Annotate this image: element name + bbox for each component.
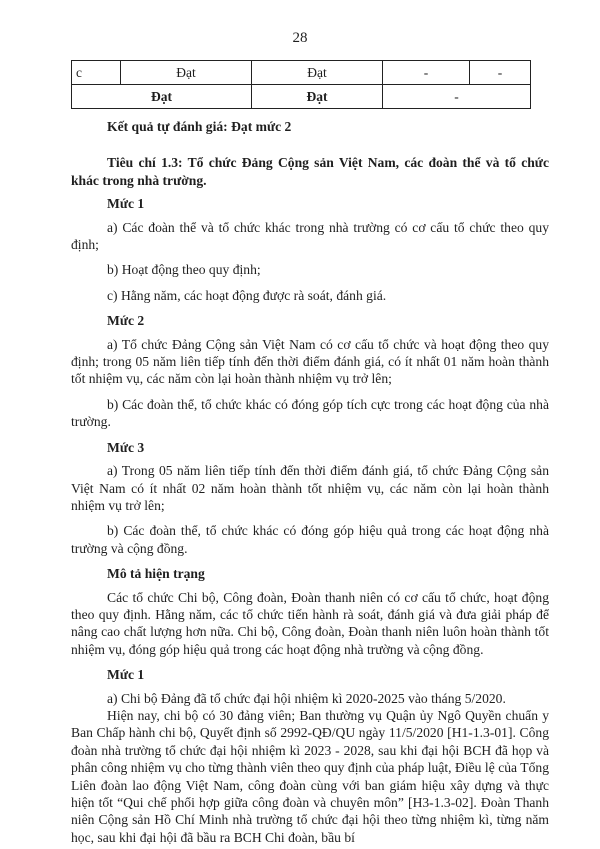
level-3-heading: Mức 3	[107, 439, 145, 455]
level-1-item: c) Hằng năm, các hoạt động được rà soát, đánh giá.	[107, 287, 387, 303]
level-2-heading: Mức 2	[107, 313, 145, 329]
level-3-item: b) Các đoàn thể, tổ chức khác có đóng góp hiệu quả trong các hoạt động nhà trường và cộng đồng.	[71, 523, 549, 556]
table-cell: Đạt	[252, 85, 383, 109]
status-level-1-paragraph: Hiện nay, chi bộ có 30 đảng viên; Ban thường vụ Quận ủy Ngô Quyền chuẩn y Ban Chấp hành chi bộ, Quyết định số 2992-QĐ/QU ngày 11/5/2020 [H1-1.3-01]. Công đoàn nhà trường tổ chức đại hội nhiệm kì 2023 - 2028, sau khi đại hội BCH đã họp và phân công nhiệm vụ cho từng thành viên theo quy định của pháp luật, Điều lệ của Tổng Liên đoàn lao động Việt Nam, công đoàn cùng với ban giám hiệu xây dựng và thực hiện tốt “Qui chế phối hợp giữa công đoàn và chuyên môn” [H3-1.3-02]. Đoàn Thanh niên Cộng sản Hồ Chí Minh nhà trường tổ chức đại hội theo từng nhiệm kì, từng năm học, sau khi đại hội đã bầu ra BCH Chi đoàn, bầu bí	[71, 707, 549, 845]
criterion-title: Tiêu chí 1.3: Tổ chức Đảng Cộng sản Việt Nam, các đoàn thể và tổ chức khác trong nhà trường.	[71, 155, 549, 188]
status-description: Các tổ chức Chi bộ, Công đoàn, Đoàn thanh niên có cơ cấu tổ chức, hoạt động theo quy định. Hằng năm, các tổ chức tiến hành rà soát, đánh giá và đưa giải pháp để nâng cao chất lượng hơn nữa. Chi bộ, Công đoàn, Đoàn thanh niên luôn hoàn thành tốt nhiệm vụ, đóng góp hiệu quả trong các hoạt động nhà trường và cộng đồng.	[71, 589, 549, 657]
table-cell: Đạt	[72, 85, 252, 109]
self-assessment-result: Kết quả tự đánh giá: Đạt mức 2	[107, 119, 292, 134]
evaluation-table	[71, 60, 531, 109]
table-cell: c	[72, 61, 121, 85]
page-number: 28	[292, 30, 308, 46]
level-2-item: b) Các đoàn thể, tổ chức khác có đóng góp tích cực trong các hoạt động của nhà trường.	[71, 396, 549, 430]
status-level-1-item: a) Chi bộ Đảng đã tổ chức đại hội nhiệm kì 2020-2025 vào tháng 5/2020.	[107, 690, 506, 706]
table-cell: Đạt	[121, 61, 252, 85]
table-row	[72, 61, 531, 85]
table-cell: -	[383, 61, 470, 85]
document-body	[71, 118, 549, 846]
status-heading: Mô tả hiện trạng	[107, 566, 205, 582]
level-1-item: a) Các đoàn thể và tổ chức khác trong nhà trường có cơ cấu tổ chức theo quy định;	[71, 219, 549, 253]
level-2-item: a) Tổ chức Đảng Cộng sản Việt Nam có cơ cấu tổ chức và hoạt động theo quy định; trong 05 năm liên tiếp tính đến thời điểm đánh giá, có ít nhất 01 năm hoàn thành tốt nhiệm vụ, các năm còn lại hoàn thành nhiệm vụ trở lên;	[71, 336, 549, 387]
table-row	[72, 85, 531, 109]
table-cell: Đạt	[252, 61, 383, 85]
status-level-1-heading: Mức 1	[107, 667, 145, 683]
table-cell: -	[470, 61, 531, 85]
level-1-item: b) Hoạt động theo quy định;	[107, 262, 261, 278]
level-1-heading: Mức 1	[107, 196, 145, 212]
level-3-item: a) Trong 05 năm liên tiếp tính đến thời điểm đánh giá, tổ chức Đảng Cộng sản Việt Nam có ít nhất 02 năm hoàn thành tốt nhiệm vụ, các năm còn lại hoàn thành nhiệm vụ trở lên;	[71, 463, 549, 513]
table-cell: -	[383, 85, 531, 109]
